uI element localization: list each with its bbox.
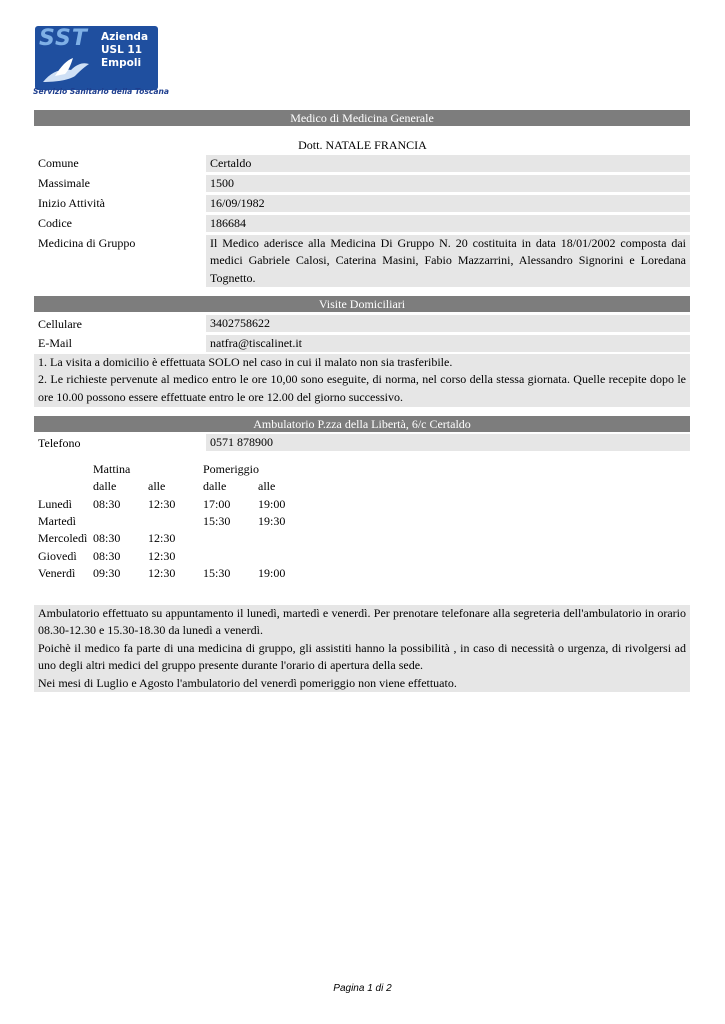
day-label: Giovedì xyxy=(38,549,77,563)
afternoon-from: 15:30 xyxy=(203,514,231,528)
label-massimale: Massimale xyxy=(38,176,90,190)
doctor-name: Dott. NATALE FRANCIA xyxy=(298,138,427,152)
morning-to: 12:30 xyxy=(148,531,176,545)
header-m-alle: alle xyxy=(148,479,166,493)
logo-name: Azienda USL 11 Empoli xyxy=(101,31,149,69)
day-label: Martedì xyxy=(38,514,76,528)
asl-logo xyxy=(33,26,169,100)
header-p-alle: alle xyxy=(258,479,276,493)
label-cellulare: Cellulare xyxy=(38,317,82,331)
value-inizio-attivita: 16/09/1982 xyxy=(206,195,690,212)
label-medicina-di-gruppo: Medicina di Gruppo xyxy=(38,236,136,250)
day-label: Venerdì xyxy=(38,566,76,580)
afternoon-from: 17:00 xyxy=(203,497,231,511)
section-title-visite: Visite Domiciliari xyxy=(34,296,690,312)
visite-notes xyxy=(34,354,690,407)
morning-to: 12:30 xyxy=(148,566,176,580)
afternoon-from: 15:30 xyxy=(203,566,231,580)
label-comune: Comune xyxy=(38,156,79,170)
header-pomeriggio: Pomeriggio xyxy=(203,462,259,476)
morning-from: 08:30 xyxy=(93,549,121,563)
logo-box xyxy=(35,26,158,90)
label-inizio-attivita: Inizio Attività xyxy=(38,196,105,210)
morning-from: 09:30 xyxy=(93,566,121,580)
ambulatorio-notes xyxy=(34,605,690,692)
value-telefono: 0571 878900 xyxy=(206,434,690,451)
value-massimale: 1500 xyxy=(206,175,690,192)
morning-to: 12:30 xyxy=(148,549,176,563)
ambulatorio-note-3: Nei mesi di Luglio e Agosto l'ambulatorio del venerdì pomeriggio non viene effettuato. xyxy=(38,675,457,690)
afternoon-to: 19:00 xyxy=(258,566,286,580)
label-email: E-Mail xyxy=(38,336,72,350)
value-comune: Certaldo xyxy=(206,155,690,172)
ambulatorio-note-1: Ambulatorio effettuato su appuntamento il lunedì, martedì e venerdì. Per prenotare telefonare alla segreteria dell'ambulatorio in orario 08.30-12.30 e 15.30-18.30 da lunedì a venerdì. xyxy=(38,606,686,638)
morning-from: 08:30 xyxy=(93,531,121,545)
section-title-ambulatorio: Ambulatorio P.zza della Libertà, 6/c Certaldo xyxy=(34,416,690,432)
page-number: Pagina 1 di 2 xyxy=(333,983,392,994)
label-telefono: Telefono xyxy=(38,436,81,450)
afternoon-to: 19:30 xyxy=(258,514,286,528)
visite-note-2: 2. Le richieste pervenute al medico entro le ore 10,00 sono eseguite, di norma, nel corso della stessa giornata. Quelle recepite dopo le ore 10.00 possono essere effettuate entro le ore 12.00 del giorno successivo. xyxy=(38,372,686,404)
section-title-medico: Medico di Medicina Generale xyxy=(34,110,690,126)
value-cellulare: 3402758622 xyxy=(206,315,690,332)
value-medicina-di-gruppo: Il Medico aderisce alla Medicina Di Gruppo N. 20 costituita in data 18/01/2002 composta dai medici Gabriele Calosi, Caterina Masini, Fabio Mazzarrini, Alessandro Signorini e Loredana Tognetto. xyxy=(206,235,690,287)
ambulatorio-note-2: Poichè il medico fa parte di una medicina di gruppo, gli assistiti hanno la possibilità , in caso di necessità o urgenza, di rivolgersi ad uno degli altri medici del gruppo presente durante l'orario di apertura della sede. xyxy=(38,640,686,673)
logo-tagline: Servizio Sanitario della Toscana xyxy=(33,87,170,96)
day-label: Lunedì xyxy=(38,497,72,511)
afternoon-to: 19:00 xyxy=(258,497,286,511)
header-m-dalle: dalle xyxy=(93,479,117,493)
morning-to: 12:30 xyxy=(148,497,176,511)
visite-note-1: 1. La visita a domicilio è effettuata SOLO nel caso in cui il malato non sia trasferibile. xyxy=(38,355,453,369)
day-label: Mercoledì xyxy=(38,531,88,545)
logo-mark: SST xyxy=(39,26,88,51)
header-p-dalle: dalle xyxy=(203,479,227,493)
morning-from: 08:30 xyxy=(93,497,121,511)
label-codice: Codice xyxy=(38,216,72,230)
header-mattina: Mattina xyxy=(93,462,131,476)
bird-icon xyxy=(41,54,91,88)
value-email: natfra@tiscalinet.it xyxy=(206,335,690,352)
value-codice: 186684 xyxy=(206,215,690,232)
